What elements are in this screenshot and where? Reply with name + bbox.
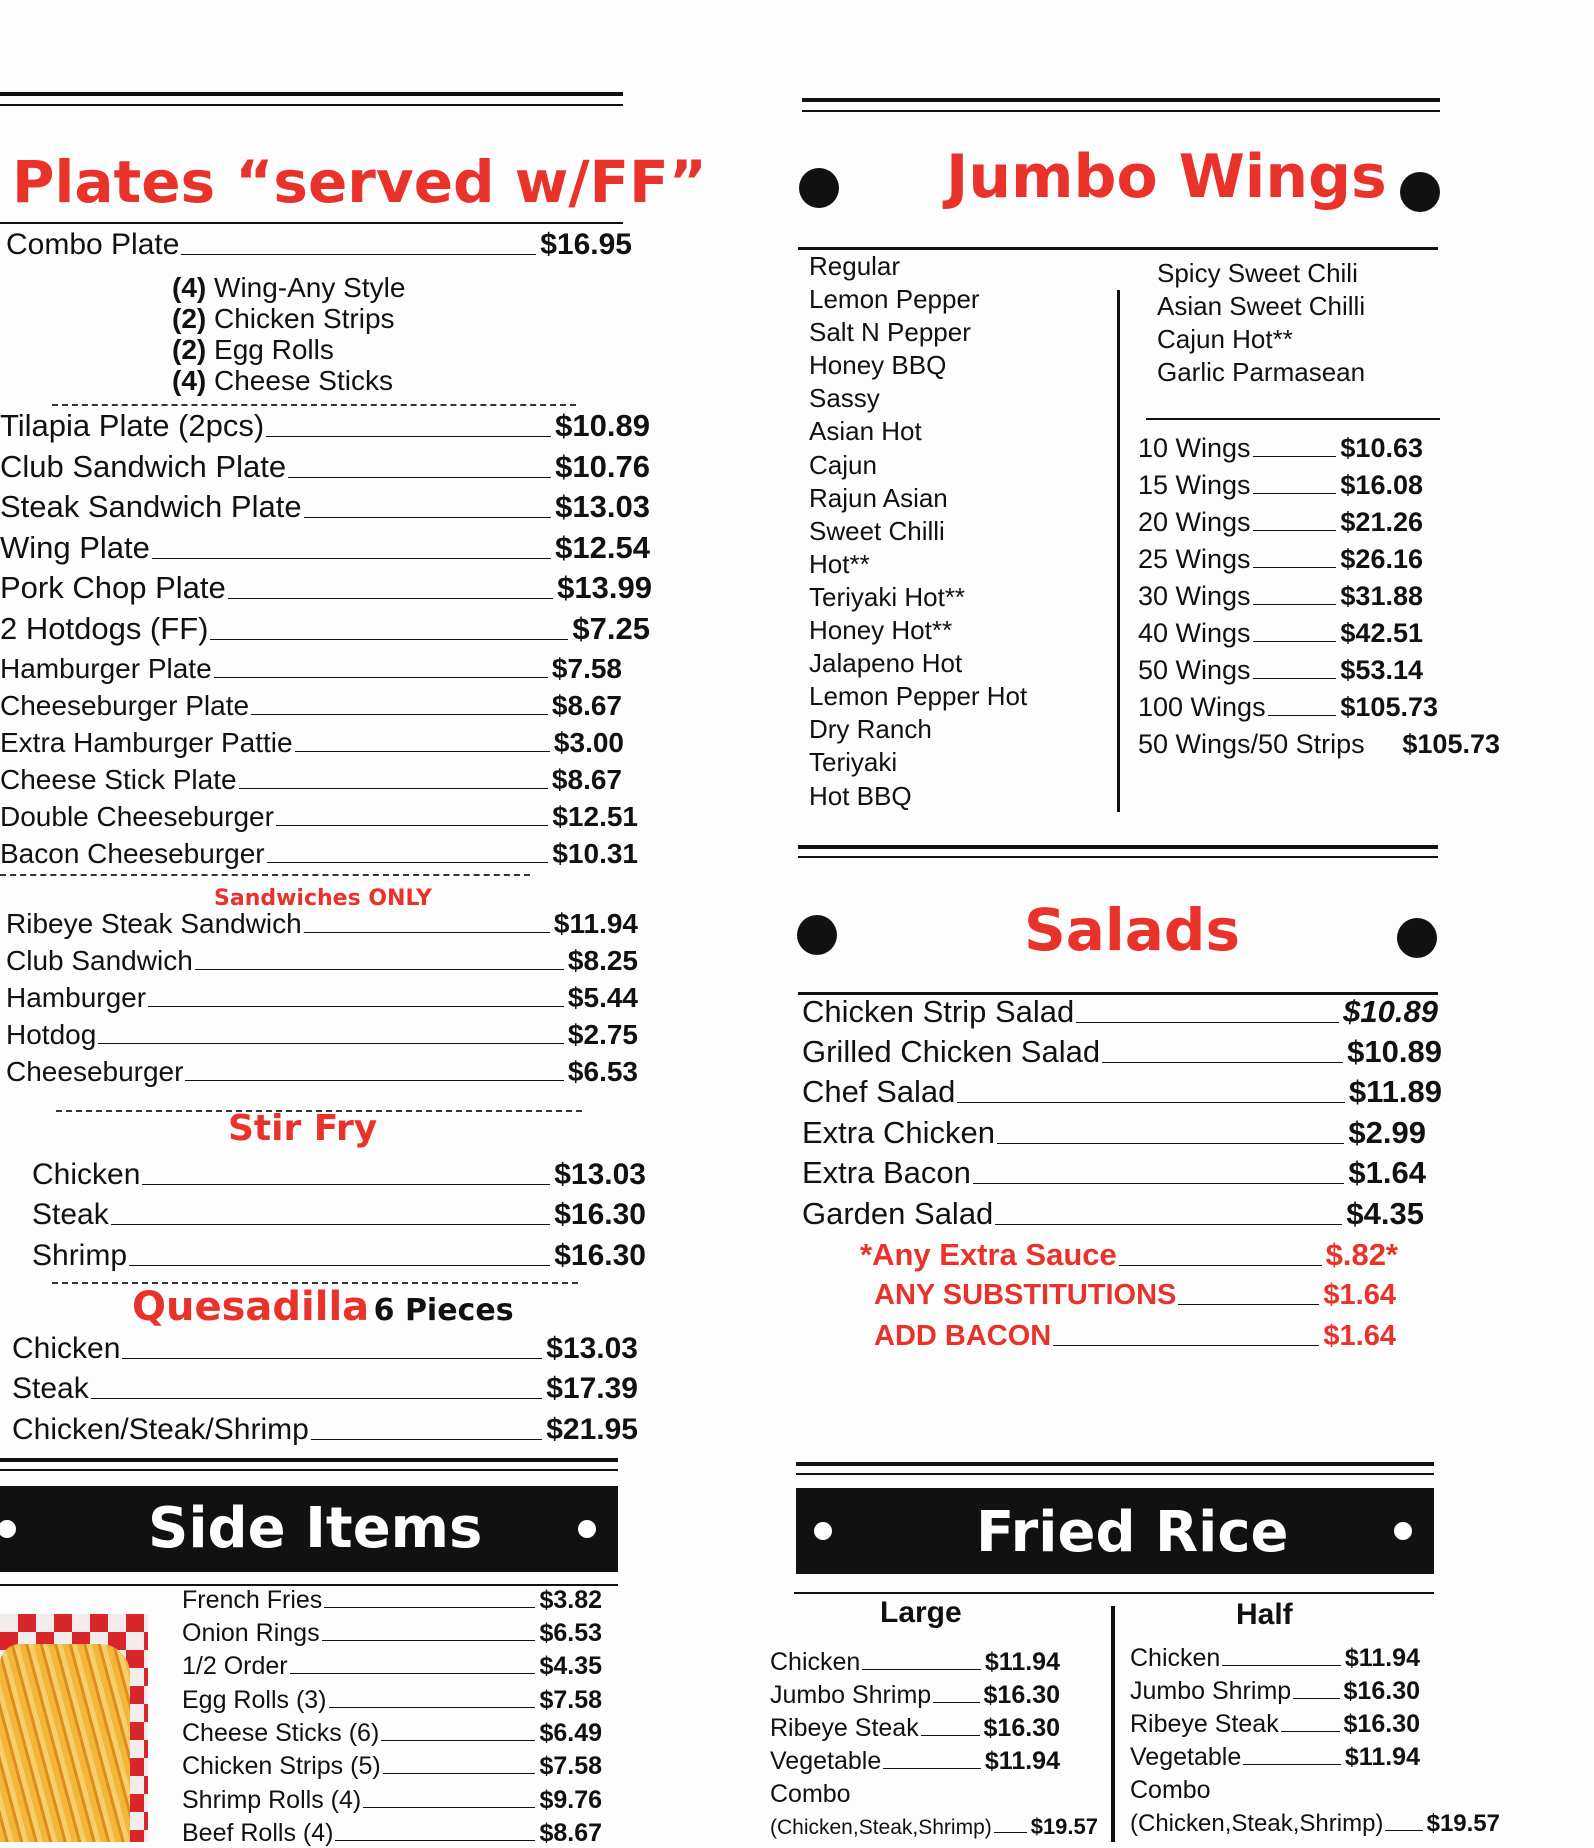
menu-row: Ribeye Steak $16.30 <box>1130 1710 1420 1738</box>
menu-row: 50 Wings/50 Strips $105.73 <box>1138 729 1500 759</box>
menu-row: 100 Wings $105.73 <box>1138 692 1438 722</box>
menu-row: Tilapia Plate (2pcs) $10.89 <box>0 408 650 443</box>
menu-row: 2 Hotdogs (FF) $7.25 <box>0 611 650 646</box>
combo-label: Combo <box>1130 1776 1211 1804</box>
menu-row: Cheese Sticks (6) $6.49 <box>182 1719 602 1747</box>
combo-label: Combo <box>770 1780 851 1808</box>
sandwiches-title: Sandwiches ONLY <box>214 886 432 911</box>
menu-row: Cheeseburger $6.53 <box>6 1056 638 1087</box>
wings-column-divider <box>1117 290 1120 812</box>
menu-row-combo-plate <box>6 228 632 262</box>
large-label: Large <box>880 1596 962 1629</box>
salads-top-rule <box>798 845 1438 849</box>
fries-icon <box>0 1644 130 1842</box>
wing-flavors-left <box>809 250 1027 813</box>
bullet-icon <box>1397 918 1437 958</box>
salads-top-rule-thin <box>798 856 1438 858</box>
menu-row: Egg Rolls (3) $7.58 <box>182 1686 602 1714</box>
bullet-icon <box>814 1522 832 1540</box>
extra-row: ANY SUBSTITUTIONS $1.64 <box>874 1279 1396 1311</box>
rice-column-divider <box>1111 1606 1115 1842</box>
flavor-item: Jalapeno Hot <box>809 648 963 679</box>
flavor-item: Spicy Sweet Chili <box>1157 258 1358 288</box>
quesadilla-heading <box>132 1284 514 1330</box>
bullet-icon <box>799 168 839 208</box>
combo-detail: (2) Chicken Strips <box>172 303 395 334</box>
menu-row: Garden Salad $4.35 <box>802 1196 1424 1231</box>
menu-row: (Chicken,Steak,Shrimp) $19.57 <box>1130 1810 1500 1837</box>
combo-detail: (4) Wing-Any Style <box>172 272 406 303</box>
flavor-item: Dry Ranch <box>809 714 932 745</box>
combo-details <box>172 272 405 396</box>
side-rule-thin <box>0 1469 618 1471</box>
leader-line <box>181 254 536 255</box>
flavor-item: Lemon Pepper Hot <box>809 681 1028 712</box>
extra-row: ADD BACON $1.64 <box>874 1320 1396 1352</box>
side-items-title: Side Items <box>148 1496 483 1561</box>
item-name: Combo Plate <box>6 228 180 261</box>
menu-row: Double Cheeseburger $12.51 <box>0 801 638 832</box>
flavor-item: Asian Sweet Chilli <box>1157 291 1366 321</box>
flavor-item: Cajun <box>809 449 877 480</box>
menu-row: Extra Bacon $1.64 <box>802 1155 1426 1190</box>
menu-row: Chicken $13.03 <box>32 1158 646 1191</box>
menu-row: Steak $17.39 <box>12 1372 638 1405</box>
menu-row: (Chicken,Steak,Shrimp) $19.57 <box>770 1814 1098 1839</box>
plates-rule <box>0 222 623 224</box>
menu-row: 15 Wings $16.08 <box>1138 470 1423 500</box>
menu-row: 40 Wings $42.51 <box>1138 618 1423 648</box>
menu-row: Vegetable $11.94 <box>770 1747 1060 1775</box>
menu-row: Chicken Strips (5) $7.58 <box>182 1752 602 1780</box>
menu-row: 30 Wings $31.88 <box>1138 581 1423 611</box>
top-rule-right <box>802 98 1440 102</box>
menu-row: Ribeye Steak $16.30 <box>770 1714 1060 1742</box>
menu-row: 20 Wings $21.26 <box>1138 507 1423 537</box>
menu-row: Extra Hamburger Pattie $3.00 <box>0 727 624 758</box>
flavor-item: Salt N Pepper <box>809 317 971 348</box>
menu-row: Hamburger Plate $7.58 <box>0 653 622 684</box>
menu-row: Jumbo Shrimp $16.30 <box>770 1681 1060 1709</box>
menu-row: Pork Chop Plate $13.99 <box>0 570 652 605</box>
flavor-item: Teriyaki <box>809 747 898 778</box>
top-rule-left-thin <box>0 104 623 106</box>
menu-row: 1/2 Order $4.35 <box>182 1652 602 1680</box>
fried-rice-title: Fried Rice <box>976 1500 1289 1565</box>
menu-row: 25 Wings $26.16 <box>1138 544 1423 574</box>
item-price: $16.95 <box>540 228 632 261</box>
quesadilla-subtitle: 6 Pieces <box>373 1293 514 1328</box>
side-items-banner <box>0 1486 618 1572</box>
menu-row: Chicken $11.94 <box>1130 1644 1420 1672</box>
combo-detail: (4) Cheese Sticks <box>172 365 393 396</box>
extra-row: *Any Extra Sauce $.82* <box>860 1237 1398 1272</box>
menu-row: Jumbo Shrimp $16.30 <box>1130 1677 1420 1705</box>
menu-row: 10 Wings $10.63 <box>1138 433 1423 463</box>
rice-top-rule-thin <box>796 1473 1434 1475</box>
dashed-divider <box>0 874 530 876</box>
rice-under-rule <box>794 1592 1434 1594</box>
bullet-icon <box>1394 1522 1412 1540</box>
menu-row: Shrimp $16.30 <box>32 1239 646 1272</box>
flavor-item: Sweet Chilli <box>809 515 945 546</box>
rice-top-rule <box>796 1462 1434 1466</box>
menu-row: Chicken/Steak/Shrimp $21.95 <box>12 1413 638 1446</box>
menu-row: Ribeye Steak Sandwich $11.94 <box>6 908 638 939</box>
menu-row: Wing Plate $12.54 <box>0 530 650 565</box>
flavor-item: Hot** <box>809 548 870 579</box>
menu-row: Bacon Cheeseburger $10.31 <box>0 838 638 869</box>
flavor-item: Honey Hot** <box>809 615 953 646</box>
plates-title: Plates “served w/FF” <box>12 148 707 216</box>
flavor-item: Regular <box>809 251 901 281</box>
flavor-item: Teriyaki Hot** <box>809 581 966 612</box>
menu-row: Shrimp Rolls (4) $9.76 <box>182 1786 602 1814</box>
menu-row: Grilled Chicken Salad $10.89 <box>802 1034 1442 1069</box>
side-rule <box>0 1458 618 1462</box>
wings-price-rule <box>1146 418 1440 420</box>
menu-row: Chicken Strip Salad $10.89 <box>802 994 1438 1029</box>
menu-row: Chicken $13.03 <box>12 1332 638 1365</box>
french-fries-photo <box>0 1614 148 1842</box>
flavor-item: Cajun Hot** <box>1157 324 1293 354</box>
bullet-icon <box>0 1520 16 1538</box>
menu-row: 50 Wings $53.14 <box>1138 655 1423 685</box>
stir-fry-title: Stir Fry <box>228 1108 378 1149</box>
flavor-item: Hot BBQ <box>809 780 912 811</box>
top-rule-left <box>0 92 623 96</box>
menu-row: Beef Rolls (4) $8.67 <box>182 1819 602 1847</box>
menu-row: Cheese Stick Plate $8.67 <box>0 764 622 795</box>
menu-row: Club Sandwich Plate $10.76 <box>0 449 650 484</box>
bullet-icon <box>1400 172 1440 212</box>
combo-detail: (2) Egg Rolls <box>172 334 334 365</box>
menu-row: Club Sandwich $8.25 <box>6 945 638 976</box>
quesadilla-title: Quesadilla <box>132 1284 370 1330</box>
menu-row: Steak $16.30 <box>32 1198 646 1231</box>
bullet-icon <box>797 915 837 955</box>
menu-row: Vegetable $11.94 <box>1130 1743 1420 1771</box>
menu-row: Hamburger $5.44 <box>6 982 638 1013</box>
flavor-item: Lemon Pepper <box>809 284 980 315</box>
menu-row: Extra Chicken $2.99 <box>802 1115 1426 1150</box>
salads-title: Salads <box>1024 896 1240 964</box>
flavor-item: Asian Hot <box>809 416 922 447</box>
flavor-item: Honey BBQ <box>809 350 947 381</box>
jumbo-wings-title: Jumbo Wings <box>946 142 1387 212</box>
fried-rice-banner <box>796 1488 1434 1574</box>
top-rule-right-thin <box>802 110 1440 112</box>
flavor-item: Sassy <box>809 383 880 414</box>
dashed-divider <box>52 404 576 406</box>
flavor-item: Garlic Parmasean <box>1157 357 1366 387</box>
menu-row: French Fries $3.82 <box>182 1586 602 1614</box>
menu-row: Chicken $11.94 <box>770 1648 1060 1676</box>
menu-row: Hotdog $2.75 <box>6 1019 638 1050</box>
menu-row: Onion Rings $6.53 <box>182 1619 602 1647</box>
bullet-icon <box>578 1520 596 1538</box>
menu-row: Cheeseburger Plate $8.67 <box>0 690 622 721</box>
wing-flavors-right <box>1157 257 1365 389</box>
menu-row: Chef Salad $11.89 <box>802 1074 1442 1109</box>
half-label: Half <box>1236 1598 1293 1631</box>
flavor-item: Rajun Asian <box>809 482 948 513</box>
menu-row: Steak Sandwich Plate $13.03 <box>0 489 650 524</box>
